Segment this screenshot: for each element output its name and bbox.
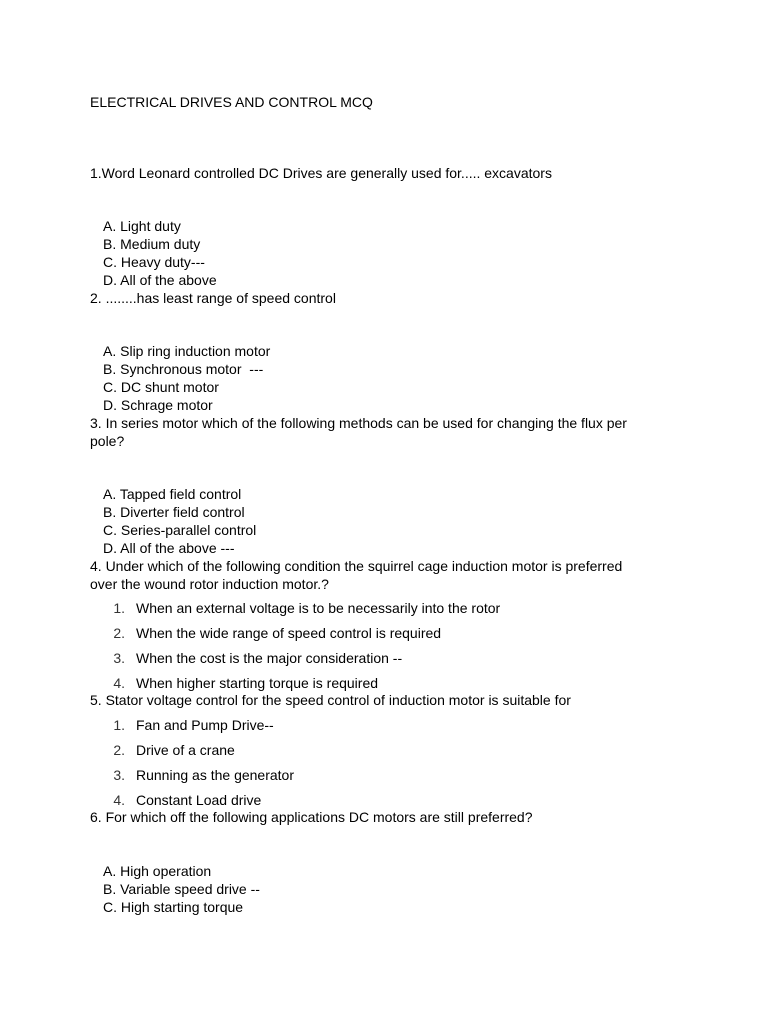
question-5-option-2: Drive of a crane	[136, 742, 235, 758]
question-5-option-4: Constant Load drive	[136, 792, 262, 808]
question-4-option-3-number: 3.	[113, 650, 125, 666]
question-1-option-a: A. Light duty	[103, 218, 181, 234]
question-5-option-1: Fan and Pump Drive--	[136, 717, 274, 733]
question-5-option-3: Running as the generator	[136, 767, 294, 783]
question-1-option-c: C. Heavy duty---	[103, 254, 205, 270]
question-3-option-c: C. Series-parallel control	[103, 522, 257, 538]
question-2-option-c: C. DC shunt motor	[103, 379, 219, 395]
question-4-option-2: When the wide range of speed control is required	[136, 625, 442, 641]
question-4-option-2-number: 2.	[113, 625, 125, 641]
question-5-text: 5. Stator voltage control for the speed control of induction motor is suitable for	[90, 692, 571, 708]
question-4-text-line-2: over the wound rotor induction motor.?	[90, 576, 329, 592]
question-6-option-c: C. High starting torque	[103, 899, 244, 915]
question-2-text: 2. ........has least range of speed control	[90, 290, 336, 306]
question-1-text: 1.Word Leonard controlled DC Drives are generally used for..... excavators	[90, 165, 552, 181]
question-3-option-d: D. All of the above ---	[103, 540, 235, 556]
question-2-option-d: D. Schrage motor	[103, 397, 213, 413]
question-4-option-3: When the cost is the major consideration --	[136, 650, 403, 666]
question-3-option-a: A. Tapped field control	[103, 486, 242, 502]
question-5-option-3-number: 3.	[113, 767, 125, 783]
question-4-text-line-1: 4. Under which of the following condition the squirrel cage induction motor is preferred	[90, 558, 623, 574]
question-3-text-line-2: pole?	[90, 433, 125, 449]
question-2-option-a: A. Slip ring induction motor	[103, 343, 271, 359]
question-4-option-4-number: 4.	[113, 675, 125, 691]
question-5-option-1-number: 1.	[113, 717, 125, 733]
question-4-option-4: When higher starting torque is required	[136, 675, 379, 691]
question-6-text: 6. For which off the following applications DC motors are still preferred?	[90, 809, 533, 825]
question-3-option-b: B. Diverter field control	[103, 504, 245, 520]
question-5-option-2-number: 2.	[113, 742, 125, 758]
question-4-option-1: When an external voltage is to be necessarily into the rotor	[136, 600, 501, 616]
question-2-option-b: B. Synchronous motor ---	[103, 361, 264, 377]
question-6-option-a: A. High operation	[103, 863, 212, 879]
question-1-option-b: B. Medium duty	[103, 236, 201, 252]
question-3-text-line-1: 3. In series motor which of the following methods can be used for changing the flux per	[90, 415, 627, 431]
question-1-option-d: D. All of the above	[103, 272, 217, 288]
document-title: ELECTRICAL DRIVES AND CONTROL MCQ	[90, 94, 373, 110]
question-6-option-b: B. Variable speed drive --	[103, 881, 260, 897]
question-4-option-1-number: 1.	[113, 600, 125, 616]
question-5-option-4-number: 4.	[113, 792, 125, 808]
